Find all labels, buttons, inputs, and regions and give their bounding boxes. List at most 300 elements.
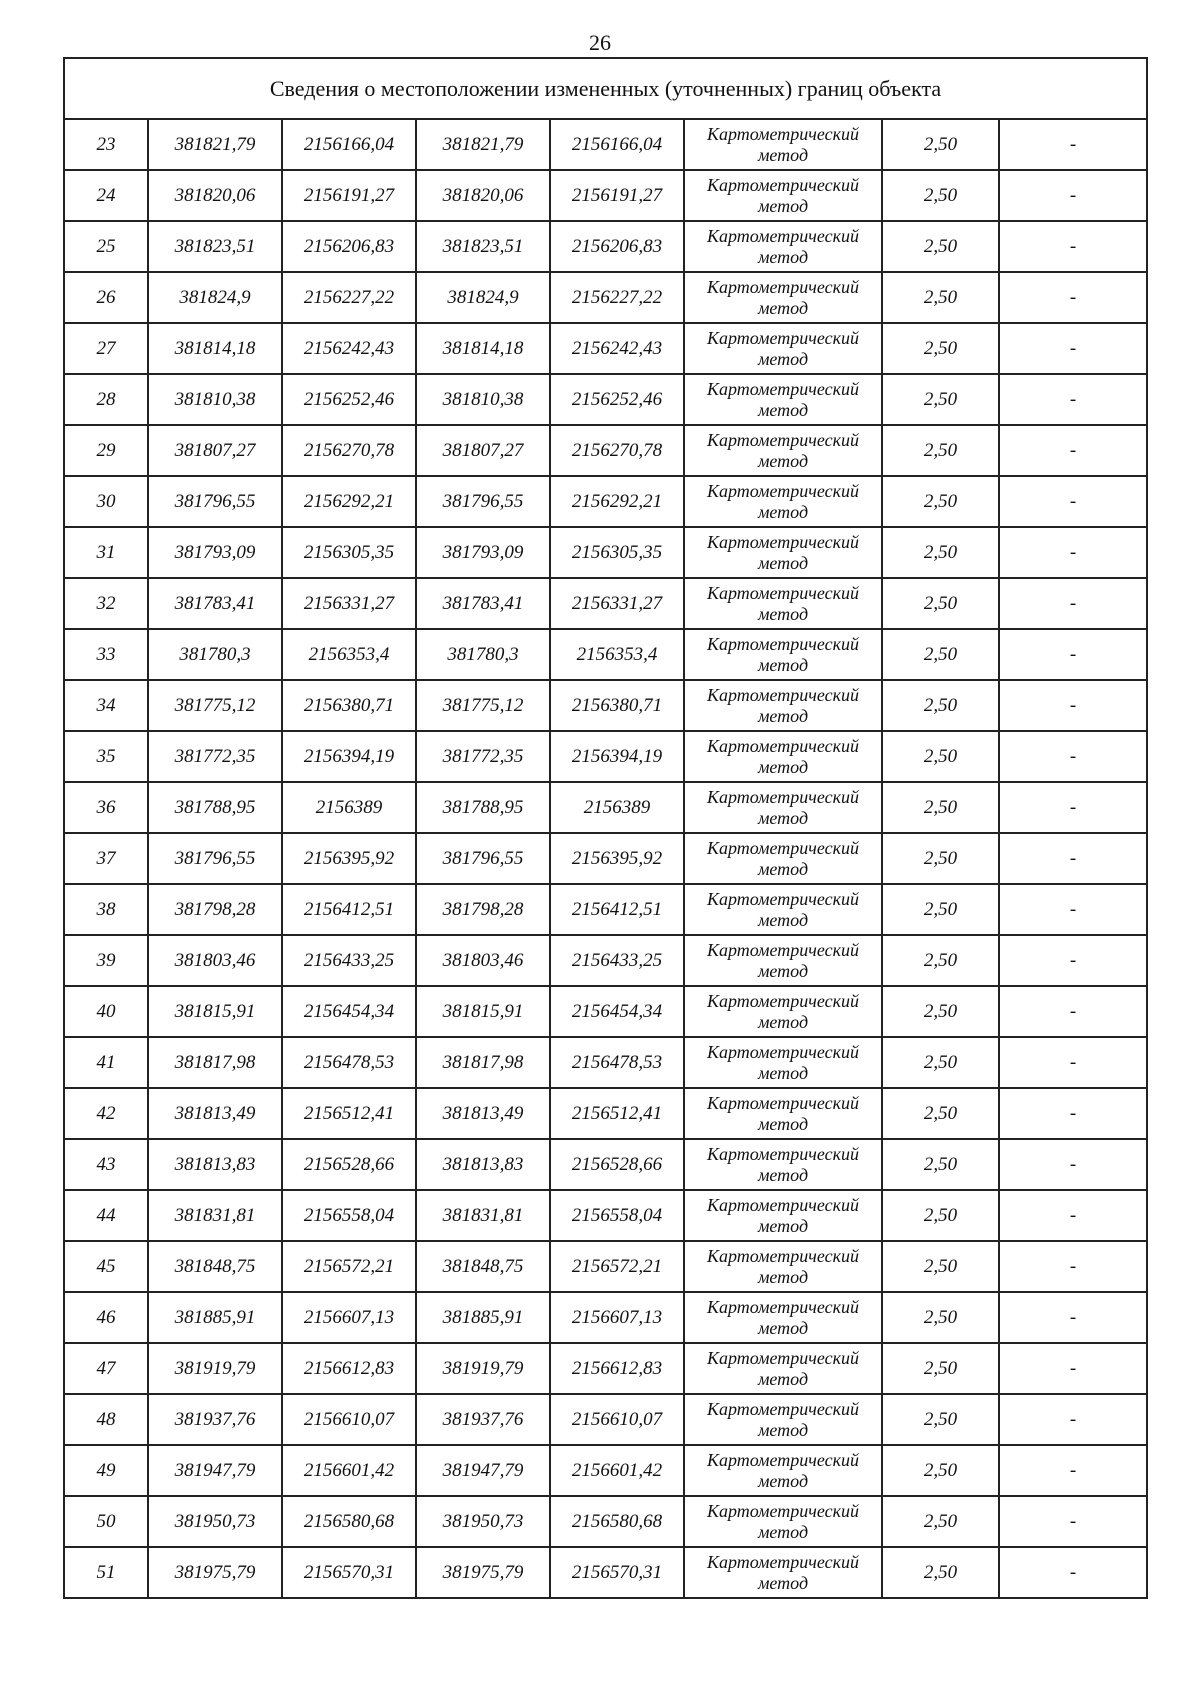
table-row <box>64 1496 1147 1547</box>
method-line-2: метод <box>757 1521 809 1542</box>
accuracy-cell: 2,50 <box>882 731 999 782</box>
method-line-2: метод <box>757 1419 809 1440</box>
existing-x-cell: 381817,98 <box>148 1037 282 1088</box>
point-number-cell: 40 <box>64 986 148 1037</box>
refined-x-cell: 381796,55 <box>416 476 550 527</box>
accuracy-cell: 2,50 <box>882 119 999 170</box>
method-line-1: Картометрический <box>706 1398 859 1419</box>
description-cell: - <box>999 884 1147 935</box>
existing-x-cell: 381793,09 <box>148 527 282 578</box>
existing-x-cell: 381780,3 <box>148 629 282 680</box>
accuracy-cell: 2,50 <box>882 1292 999 1343</box>
point-number-cell: 28 <box>64 374 148 425</box>
refined-x-cell: 381815,91 <box>416 986 550 1037</box>
refined-x-cell: 381780,3 <box>416 629 550 680</box>
method-line-1: Картометрический <box>706 1551 859 1572</box>
method-line-2: метод <box>757 297 809 318</box>
table-row <box>64 782 1147 833</box>
method-line-2: метод <box>757 1062 809 1083</box>
refined-x-cell: 381793,09 <box>416 527 550 578</box>
point-number-cell: 51 <box>64 1547 148 1598</box>
description-cell: - <box>999 1190 1147 1241</box>
refined-y-cell: 2156601,42 <box>550 1445 684 1496</box>
point-number-cell: 35 <box>64 731 148 782</box>
existing-x-cell: 381885,91 <box>148 1292 282 1343</box>
existing-y-cell: 2156607,13 <box>282 1292 416 1343</box>
existing-x-cell: 381823,51 <box>148 221 282 272</box>
refined-y-cell: 2156528,66 <box>550 1139 684 1190</box>
table-row <box>64 323 1147 374</box>
description-cell: - <box>999 1139 1147 1190</box>
point-number-cell: 34 <box>64 680 148 731</box>
method-line-2: метод <box>757 195 809 216</box>
method-cell <box>684 1190 882 1241</box>
method-line-1: Картометрический <box>706 1449 859 1470</box>
point-number-cell: 38 <box>64 884 148 935</box>
method-cell <box>684 884 882 935</box>
table-body <box>64 58 1147 1598</box>
accuracy-cell: 2,50 <box>882 680 999 731</box>
refined-y-cell: 2156478,53 <box>550 1037 684 1088</box>
description-cell: - <box>999 833 1147 884</box>
refined-x-cell: 381821,79 <box>416 119 550 170</box>
method-line-2: метод <box>757 960 809 981</box>
existing-y-cell: 2156331,27 <box>282 578 416 629</box>
refined-y-cell: 2156331,27 <box>550 578 684 629</box>
refined-y-cell: 2156433,25 <box>550 935 684 986</box>
point-number-cell: 42 <box>64 1088 148 1139</box>
method-line-2: метод <box>757 1572 809 1593</box>
method-line-1: Картометрический <box>706 327 859 348</box>
refined-y-cell: 2156191,27 <box>550 170 684 221</box>
method-line-2: метод <box>757 501 809 522</box>
existing-x-cell: 381807,27 <box>148 425 282 476</box>
method-cell <box>684 425 882 476</box>
refined-x-cell: 381848,75 <box>416 1241 550 1292</box>
existing-y-cell: 2156558,04 <box>282 1190 416 1241</box>
description-cell: - <box>999 527 1147 578</box>
method-line-1: Картометрический <box>706 429 859 450</box>
method-cell <box>684 578 882 629</box>
accuracy-cell: 2,50 <box>882 1190 999 1241</box>
method-cell <box>684 323 882 374</box>
existing-y-cell: 2156395,92 <box>282 833 416 884</box>
table-row <box>64 1445 1147 1496</box>
table-row <box>64 1241 1147 1292</box>
method-line-2: метод <box>757 1368 809 1389</box>
description-cell: - <box>999 1445 1147 1496</box>
refined-x-cell: 381950,73 <box>416 1496 550 1547</box>
existing-y-cell: 2156433,25 <box>282 935 416 986</box>
method-cell <box>684 1241 882 1292</box>
table-row <box>64 833 1147 884</box>
existing-x-cell: 381919,79 <box>148 1343 282 1394</box>
method-cell <box>684 1139 882 1190</box>
refined-x-cell: 381820,06 <box>416 170 550 221</box>
table-row <box>64 1037 1147 1088</box>
accuracy-cell: 2,50 <box>882 1547 999 1598</box>
refined-y-cell: 2156227,22 <box>550 272 684 323</box>
method-line-2: метод <box>757 1113 809 1134</box>
method-line-2: метод <box>757 1164 809 1185</box>
method-line-2: метод <box>757 1317 809 1338</box>
point-number-cell: 33 <box>64 629 148 680</box>
existing-y-cell: 2156353,4 <box>282 629 416 680</box>
method-cell <box>684 629 882 680</box>
point-number-cell: 48 <box>64 1394 148 1445</box>
method-line-1: Картометрический <box>706 684 859 705</box>
refined-x-cell: 381783,41 <box>416 578 550 629</box>
table-row <box>64 1190 1147 1241</box>
existing-x-cell: 381947,79 <box>148 1445 282 1496</box>
table-row <box>64 629 1147 680</box>
description-cell: - <box>999 476 1147 527</box>
method-line-1: Картометрический <box>706 990 859 1011</box>
refined-y-cell: 2156206,83 <box>550 221 684 272</box>
refined-y-cell: 2156558,04 <box>550 1190 684 1241</box>
method-line-2: метод <box>757 1011 809 1032</box>
existing-y-cell: 2156412,51 <box>282 884 416 935</box>
method-line-1: Картометрический <box>706 1041 859 1062</box>
method-line-1: Картометрический <box>706 1296 859 1317</box>
method-cell <box>684 1496 882 1547</box>
refined-x-cell: 381813,83 <box>416 1139 550 1190</box>
method-line-2: метод <box>757 858 809 879</box>
refined-x-cell: 381831,81 <box>416 1190 550 1241</box>
method-cell <box>684 119 882 170</box>
page-number: 26 <box>589 30 611 55</box>
refined-y-cell: 2156166,04 <box>550 119 684 170</box>
accuracy-cell: 2,50 <box>882 170 999 221</box>
existing-x-cell: 381848,75 <box>148 1241 282 1292</box>
method-line-1: Картометрический <box>706 276 859 297</box>
refined-x-cell: 381817,98 <box>416 1037 550 1088</box>
existing-y-cell: 2156389 <box>282 782 416 833</box>
refined-y-cell: 2156580,68 <box>550 1496 684 1547</box>
existing-y-cell: 2156454,34 <box>282 986 416 1037</box>
table-row <box>64 1139 1147 1190</box>
description-cell: - <box>999 1037 1147 1088</box>
refined-y-cell: 2156454,34 <box>550 986 684 1037</box>
boundary-coordinates-table <box>63 57 1148 1599</box>
existing-y-cell: 2156601,42 <box>282 1445 416 1496</box>
method-cell <box>684 833 882 884</box>
method-line-1: Картометрический <box>706 735 859 756</box>
accuracy-cell: 2,50 <box>882 833 999 884</box>
refined-y-cell: 2156570,31 <box>550 1547 684 1598</box>
method-line-1: Картометрический <box>706 633 859 654</box>
accuracy-cell: 2,50 <box>882 986 999 1037</box>
point-number-cell: 47 <box>64 1343 148 1394</box>
refined-x-cell: 381919,79 <box>416 1343 550 1394</box>
refined-y-cell: 2156607,13 <box>550 1292 684 1343</box>
point-number-cell: 25 <box>64 221 148 272</box>
method-line-1: Картометрический <box>706 837 859 858</box>
existing-x-cell: 381810,38 <box>148 374 282 425</box>
method-line-1: Картометрический <box>706 1500 859 1521</box>
method-cell <box>684 1088 882 1139</box>
method-cell <box>684 1037 882 1088</box>
refined-x-cell: 381788,95 <box>416 782 550 833</box>
point-number-cell: 41 <box>64 1037 148 1088</box>
refined-y-cell: 2156270,78 <box>550 425 684 476</box>
table-row <box>64 1292 1147 1343</box>
method-cell <box>684 1547 882 1598</box>
description-cell: - <box>999 1496 1147 1547</box>
accuracy-cell: 2,50 <box>882 884 999 935</box>
refined-y-cell: 2156572,21 <box>550 1241 684 1292</box>
refined-x-cell: 381885,91 <box>416 1292 550 1343</box>
method-cell <box>684 527 882 578</box>
accuracy-cell: 2,50 <box>882 1343 999 1394</box>
refined-x-cell: 381823,51 <box>416 221 550 272</box>
description-cell: - <box>999 986 1147 1037</box>
table-row <box>64 272 1147 323</box>
existing-x-cell: 381796,55 <box>148 833 282 884</box>
existing-x-cell: 381788,95 <box>148 782 282 833</box>
existing-y-cell: 2156270,78 <box>282 425 416 476</box>
accuracy-cell: 2,50 <box>882 1394 999 1445</box>
point-number-cell: 32 <box>64 578 148 629</box>
accuracy-cell: 2,50 <box>882 1037 999 1088</box>
point-number-cell: 31 <box>64 527 148 578</box>
method-line-2: метод <box>757 348 809 369</box>
point-number-cell: 44 <box>64 1190 148 1241</box>
table-row <box>64 170 1147 221</box>
table-row <box>64 578 1147 629</box>
description-cell: - <box>999 782 1147 833</box>
existing-x-cell: 381813,83 <box>148 1139 282 1190</box>
method-cell <box>684 1292 882 1343</box>
point-number-cell: 50 <box>64 1496 148 1547</box>
table-header-row <box>64 58 1147 119</box>
existing-y-cell: 2156394,19 <box>282 731 416 782</box>
method-line-2: метод <box>757 144 809 165</box>
accuracy-cell: 2,50 <box>882 476 999 527</box>
existing-y-cell: 2156206,83 <box>282 221 416 272</box>
description-cell: - <box>999 578 1147 629</box>
accuracy-cell: 2,50 <box>882 374 999 425</box>
description-cell: - <box>999 170 1147 221</box>
refined-x-cell: 381824,9 <box>416 272 550 323</box>
method-line-1: Картометрический <box>706 123 859 144</box>
existing-y-cell: 2156305,35 <box>282 527 416 578</box>
refined-x-cell: 381810,38 <box>416 374 550 425</box>
existing-x-cell: 381815,91 <box>148 986 282 1037</box>
point-number-cell: 36 <box>64 782 148 833</box>
method-line-1: Картометрический <box>706 786 859 807</box>
method-cell <box>684 1343 882 1394</box>
refined-x-cell: 381798,28 <box>416 884 550 935</box>
accuracy-cell: 2,50 <box>882 1445 999 1496</box>
description-cell: - <box>999 1292 1147 1343</box>
existing-y-cell: 2156191,27 <box>282 170 416 221</box>
existing-x-cell: 381814,18 <box>148 323 282 374</box>
method-cell <box>684 731 882 782</box>
existing-y-cell: 2156227,22 <box>282 272 416 323</box>
existing-x-cell: 381937,76 <box>148 1394 282 1445</box>
method-line-1: Картометрический <box>706 1347 859 1368</box>
table-row <box>64 476 1147 527</box>
point-number-cell: 45 <box>64 1241 148 1292</box>
method-cell <box>684 476 882 527</box>
refined-x-cell: 381937,76 <box>416 1394 550 1445</box>
existing-y-cell: 2156570,31 <box>282 1547 416 1598</box>
accuracy-cell: 2,50 <box>882 272 999 323</box>
method-line-1: Картометрический <box>706 531 859 552</box>
point-number-cell: 49 <box>64 1445 148 1496</box>
table-row <box>64 119 1147 170</box>
description-cell: - <box>999 374 1147 425</box>
refined-x-cell: 381775,12 <box>416 680 550 731</box>
method-line-2: метод <box>757 705 809 726</box>
method-line-1: Картометрический <box>706 174 859 195</box>
existing-y-cell: 2156478,53 <box>282 1037 416 1088</box>
point-number-cell: 39 <box>64 935 148 986</box>
point-number-cell: 26 <box>64 272 148 323</box>
point-number-cell: 23 <box>64 119 148 170</box>
point-number-cell: 37 <box>64 833 148 884</box>
refined-y-cell: 2156610,07 <box>550 1394 684 1445</box>
refined-x-cell: 381814,18 <box>416 323 550 374</box>
accuracy-cell: 2,50 <box>882 1088 999 1139</box>
existing-x-cell: 381813,49 <box>148 1088 282 1139</box>
method-cell <box>684 1394 882 1445</box>
table-title: Сведения о местоположении измененных (уточненных) границ объекта <box>64 58 1147 119</box>
refined-y-cell: 2156292,21 <box>550 476 684 527</box>
point-number-cell: 43 <box>64 1139 148 1190</box>
method-line-2: метод <box>757 399 809 420</box>
method-line-1: Картометрический <box>706 1194 859 1215</box>
table-row <box>64 731 1147 782</box>
table-row <box>64 986 1147 1037</box>
description-cell: - <box>999 680 1147 731</box>
existing-x-cell: 381824,9 <box>148 272 282 323</box>
description-cell: - <box>999 272 1147 323</box>
table-row <box>64 374 1147 425</box>
accuracy-cell: 2,50 <box>882 935 999 986</box>
existing-y-cell: 2156292,21 <box>282 476 416 527</box>
existing-y-cell: 2156612,83 <box>282 1343 416 1394</box>
method-line-1: Картометрический <box>706 1092 859 1113</box>
accuracy-cell: 2,50 <box>882 221 999 272</box>
method-cell <box>684 374 882 425</box>
description-cell: - <box>999 1394 1147 1445</box>
table-row <box>64 1394 1147 1445</box>
description-cell: - <box>999 221 1147 272</box>
refined-y-cell: 2156380,71 <box>550 680 684 731</box>
existing-x-cell: 381821,79 <box>148 119 282 170</box>
existing-y-cell: 2156512,41 <box>282 1088 416 1139</box>
method-line-2: метод <box>757 1470 809 1491</box>
point-number-cell: 30 <box>64 476 148 527</box>
refined-x-cell: 381772,35 <box>416 731 550 782</box>
method-line-2: метод <box>757 552 809 573</box>
refined-x-cell: 381947,79 <box>416 1445 550 1496</box>
refined-x-cell: 381807,27 <box>416 425 550 476</box>
description-cell: - <box>999 119 1147 170</box>
accuracy-cell: 2,50 <box>882 1139 999 1190</box>
existing-x-cell: 381950,73 <box>148 1496 282 1547</box>
existing-x-cell: 381796,55 <box>148 476 282 527</box>
method-line-2: метод <box>757 909 809 930</box>
method-line-2: метод <box>757 1266 809 1287</box>
point-number-cell: 46 <box>64 1292 148 1343</box>
accuracy-cell: 2,50 <box>882 782 999 833</box>
method-cell <box>684 935 882 986</box>
existing-x-cell: 381783,41 <box>148 578 282 629</box>
method-line-2: метод <box>757 246 809 267</box>
description-cell: - <box>999 323 1147 374</box>
method-line-2: метод <box>757 807 809 828</box>
existing-y-cell: 2156528,66 <box>282 1139 416 1190</box>
existing-x-cell: 381775,12 <box>148 680 282 731</box>
method-cell <box>684 782 882 833</box>
method-line-1: Картометрический <box>706 1245 859 1266</box>
point-number-cell: 29 <box>64 425 148 476</box>
accuracy-cell: 2,50 <box>882 578 999 629</box>
accuracy-cell: 2,50 <box>882 425 999 476</box>
method-line-1: Картометрический <box>706 582 859 603</box>
table-row <box>64 1088 1147 1139</box>
refined-x-cell: 381796,55 <box>416 833 550 884</box>
method-line-1: Картометрический <box>706 480 859 501</box>
accuracy-cell: 2,50 <box>882 527 999 578</box>
method-line-1: Картометрический <box>706 1143 859 1164</box>
description-cell: - <box>999 731 1147 782</box>
refined-y-cell: 2156353,4 <box>550 629 684 680</box>
table-row <box>64 425 1147 476</box>
accuracy-cell: 2,50 <box>882 323 999 374</box>
existing-y-cell: 2156242,43 <box>282 323 416 374</box>
description-cell: - <box>999 1088 1147 1139</box>
point-number-cell: 24 <box>64 170 148 221</box>
description-cell: - <box>999 1241 1147 1292</box>
refined-x-cell: 381975,79 <box>416 1547 550 1598</box>
existing-y-cell: 2156572,21 <box>282 1241 416 1292</box>
accuracy-cell: 2,50 <box>882 629 999 680</box>
table-row <box>64 1343 1147 1394</box>
refined-y-cell: 2156512,41 <box>550 1088 684 1139</box>
refined-y-cell: 2156242,43 <box>550 323 684 374</box>
method-line-2: метод <box>757 654 809 675</box>
existing-y-cell: 2156166,04 <box>282 119 416 170</box>
table-row <box>64 527 1147 578</box>
existing-y-cell: 2156580,68 <box>282 1496 416 1547</box>
refined-y-cell: 2156412,51 <box>550 884 684 935</box>
accuracy-cell: 2,50 <box>882 1241 999 1292</box>
existing-y-cell: 2156610,07 <box>282 1394 416 1445</box>
existing-x-cell: 381831,81 <box>148 1190 282 1241</box>
method-cell <box>684 221 882 272</box>
description-cell: - <box>999 425 1147 476</box>
existing-y-cell: 2156252,46 <box>282 374 416 425</box>
existing-x-cell: 381820,06 <box>148 170 282 221</box>
refined-y-cell: 2156395,92 <box>550 833 684 884</box>
table-row <box>64 884 1147 935</box>
method-line-2: метод <box>757 450 809 471</box>
refined-y-cell: 2156305,35 <box>550 527 684 578</box>
accuracy-cell: 2,50 <box>882 1496 999 1547</box>
existing-y-cell: 2156380,71 <box>282 680 416 731</box>
method-cell <box>684 1445 882 1496</box>
table-row <box>64 221 1147 272</box>
method-cell <box>684 986 882 1037</box>
method-line-2: метод <box>757 756 809 777</box>
existing-x-cell: 381798,28 <box>148 884 282 935</box>
method-line-1: Картометрический <box>706 378 859 399</box>
table-row <box>64 935 1147 986</box>
